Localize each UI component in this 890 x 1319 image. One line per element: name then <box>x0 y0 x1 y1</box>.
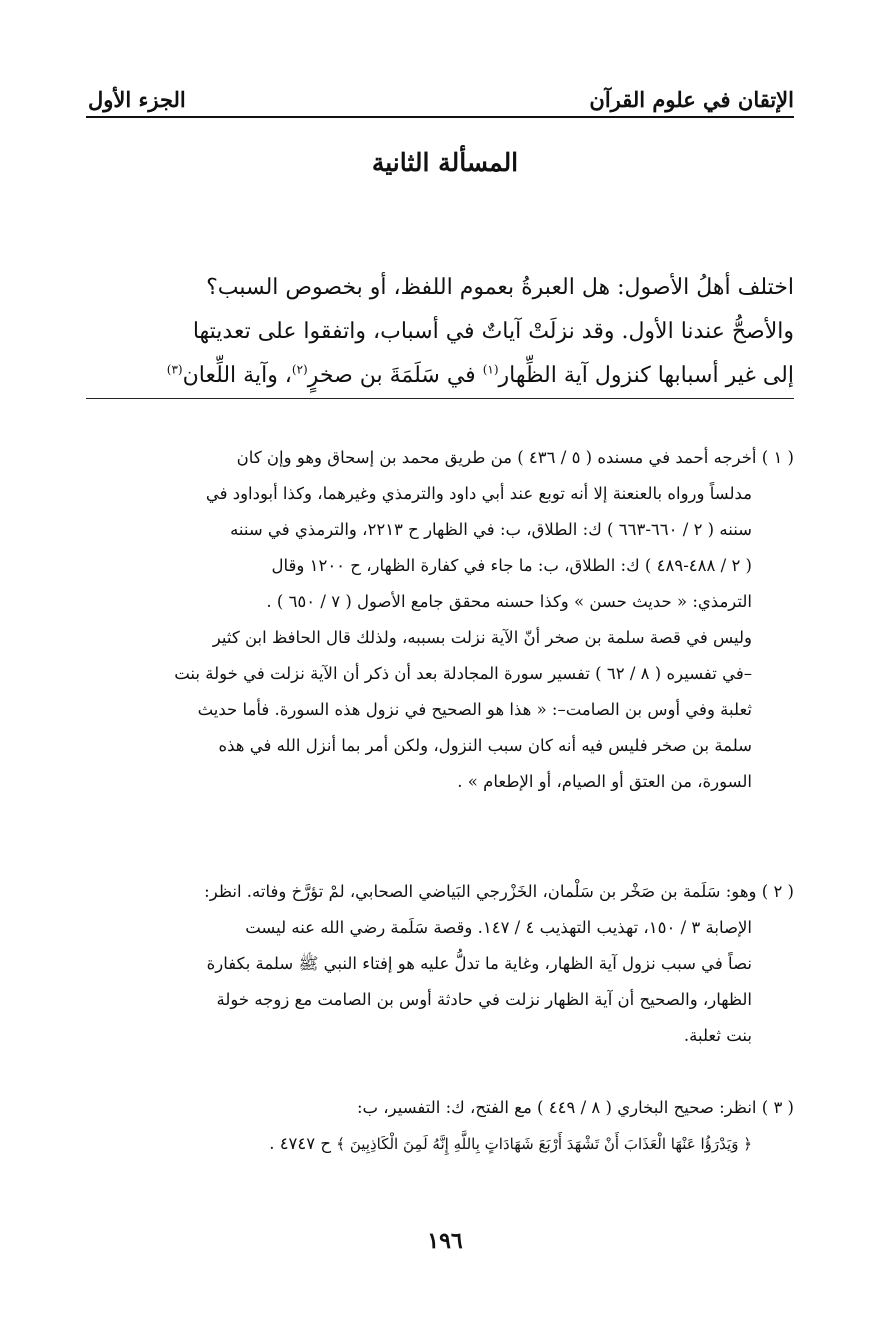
footnote-line: وليس في قصة سلمة بن صخر أنّ الآية نزلت بسببه، ولذلك قال الحافظ ابن كثير <box>212 628 752 647</box>
header-rule <box>86 116 794 118</box>
footnote-line: ( ٢ ) وهو: سَلَمة بن صَخْر بن سَلْمان، الخَزْرجي البَياضي الصحابي، لمْ تؤرَّخ وفاته. انظر: <box>204 882 794 901</box>
quran-verse: ﴿ وَيَدْرَؤُا عَنْهَا الْعَذَابَ أَنْ تَشْهَدَ أَرْبَعَ شَهَادَاتٍ بِاللَّهِ إِنَّهُ لَمِنَ الْكَاذِبِينَ ﴾ <box>336 1135 752 1153</box>
footnote-line: الظهار، والصحيح أن آية الظهار نزلت في حادثة أوس بن الصامت مع زوجه خولة <box>216 990 752 1009</box>
body-line-3-b: في سَلَمَةَ بن صخرٍ <box>307 363 483 388</box>
footnote-ref-3[interactable]: (٣) <box>166 362 183 377</box>
footnote-ref-1[interactable]: (١) <box>482 362 499 377</box>
running-header <box>88 72 794 112</box>
body-line-3-a: إلى غير أسبابها كنزول آية الظِّهار <box>498 363 794 388</box>
page-number: ١٩٦ <box>427 1228 463 1254</box>
footnote-line: الإصابة ٣ / ١٥٠، تهذيب التهذيب ٤ / ١٤٧. وقصة سَلَمة رضي الله عنه ليست <box>245 918 752 937</box>
footnote-line: سننه ( ٢ / ٦٦٠-٦٦٣ ) ك: الطلاق، ب: في الظهار ح ٢٢١٣، والترمذي في سننه <box>230 520 752 539</box>
body-line-1: اختلف أهلُ الأصول: هل العبرةُ بعموم اللفظ، أو بخصوص السبب؟ <box>206 275 794 300</box>
footnote-line: الترمذي: « حديث حسن » وكذا حسنه محقق جامع الأصول ( ٧ / ٦٥٠ ) . <box>266 592 752 611</box>
footnote-line: ( ٢ / ٤٨٨-٤٨٩ ) ك: الطلاق، ب: ما جاء في كفارة الظهار، ح ١٢٠٠ وقال <box>271 556 752 575</box>
footnote-ref-2[interactable]: (٢) <box>291 362 308 377</box>
footnote-line: سلمة بن صخر فليس فيه أنه كان سبب النزول، ولكن أمر بما أنزل الله في هذه <box>218 736 752 755</box>
footnote-verse-line <box>86 1126 794 1162</box>
hadith-number: ح ٤٧٤٧ . <box>269 1134 337 1153</box>
footnote-line: نصاً في سبب نزول آية الظهار، وغاية ما تدلُّ عليه هو إفتاء النبي ﷺ سلمة بكفارة <box>206 954 752 973</box>
footnote-line: مدلساً ورواه بالعنعنة إلا أنه توبع عند أبي داود والترمذي وغيرهما، وكذا أبوداود في <box>205 484 752 503</box>
book-title: الإتقان في علوم القرآن <box>589 87 794 112</box>
footnote-line: بنت ثعلبة. <box>683 1026 752 1045</box>
footnote-line: –في تفسيره ( ٨ / ٦٢ ) تفسير سورة المجادلة بعد أن ذكر أن الآية نزلت في خولة بنت <box>174 664 752 683</box>
main-text <box>86 266 794 399</box>
body-line-2: والأصحُّ عندنا الأول. وقد نزلَتْ آياتٌ في أسباب، واتفقوا على تعديتها <box>192 319 794 344</box>
footnote-line: ( ٣ ) انظر: صحيح البخاري ( ٨ / ٤٤٩ ) مع الفتح، ك: التفسير، ب: <box>356 1098 794 1117</box>
body-line-3 <box>86 354 794 399</box>
body-line-3-c: ، وآية اللِّعان <box>182 363 292 388</box>
footnote-line: السورة، من العتق أو الصيام، أو الإطعام » . <box>457 772 752 791</box>
footnote-2 <box>86 874 794 1054</box>
volume-label: الجزء الأول <box>88 87 186 112</box>
footnote-3 <box>86 1090 794 1162</box>
footnote-line: ثعلبة وفي أوس بن الصامت–: « هذا هو الصحيح في نزول هذه السورة. فأما حديث <box>197 700 752 719</box>
section-title: المسألة الثانية <box>371 148 519 177</box>
footnote-1 <box>86 440 794 800</box>
footnote-line: ( ١ ) أخرجه أحمد في مسنده ( ٥ / ٤٣٦ ) من طريق محمد بن إسحاق وهو وإن كان <box>236 448 794 467</box>
